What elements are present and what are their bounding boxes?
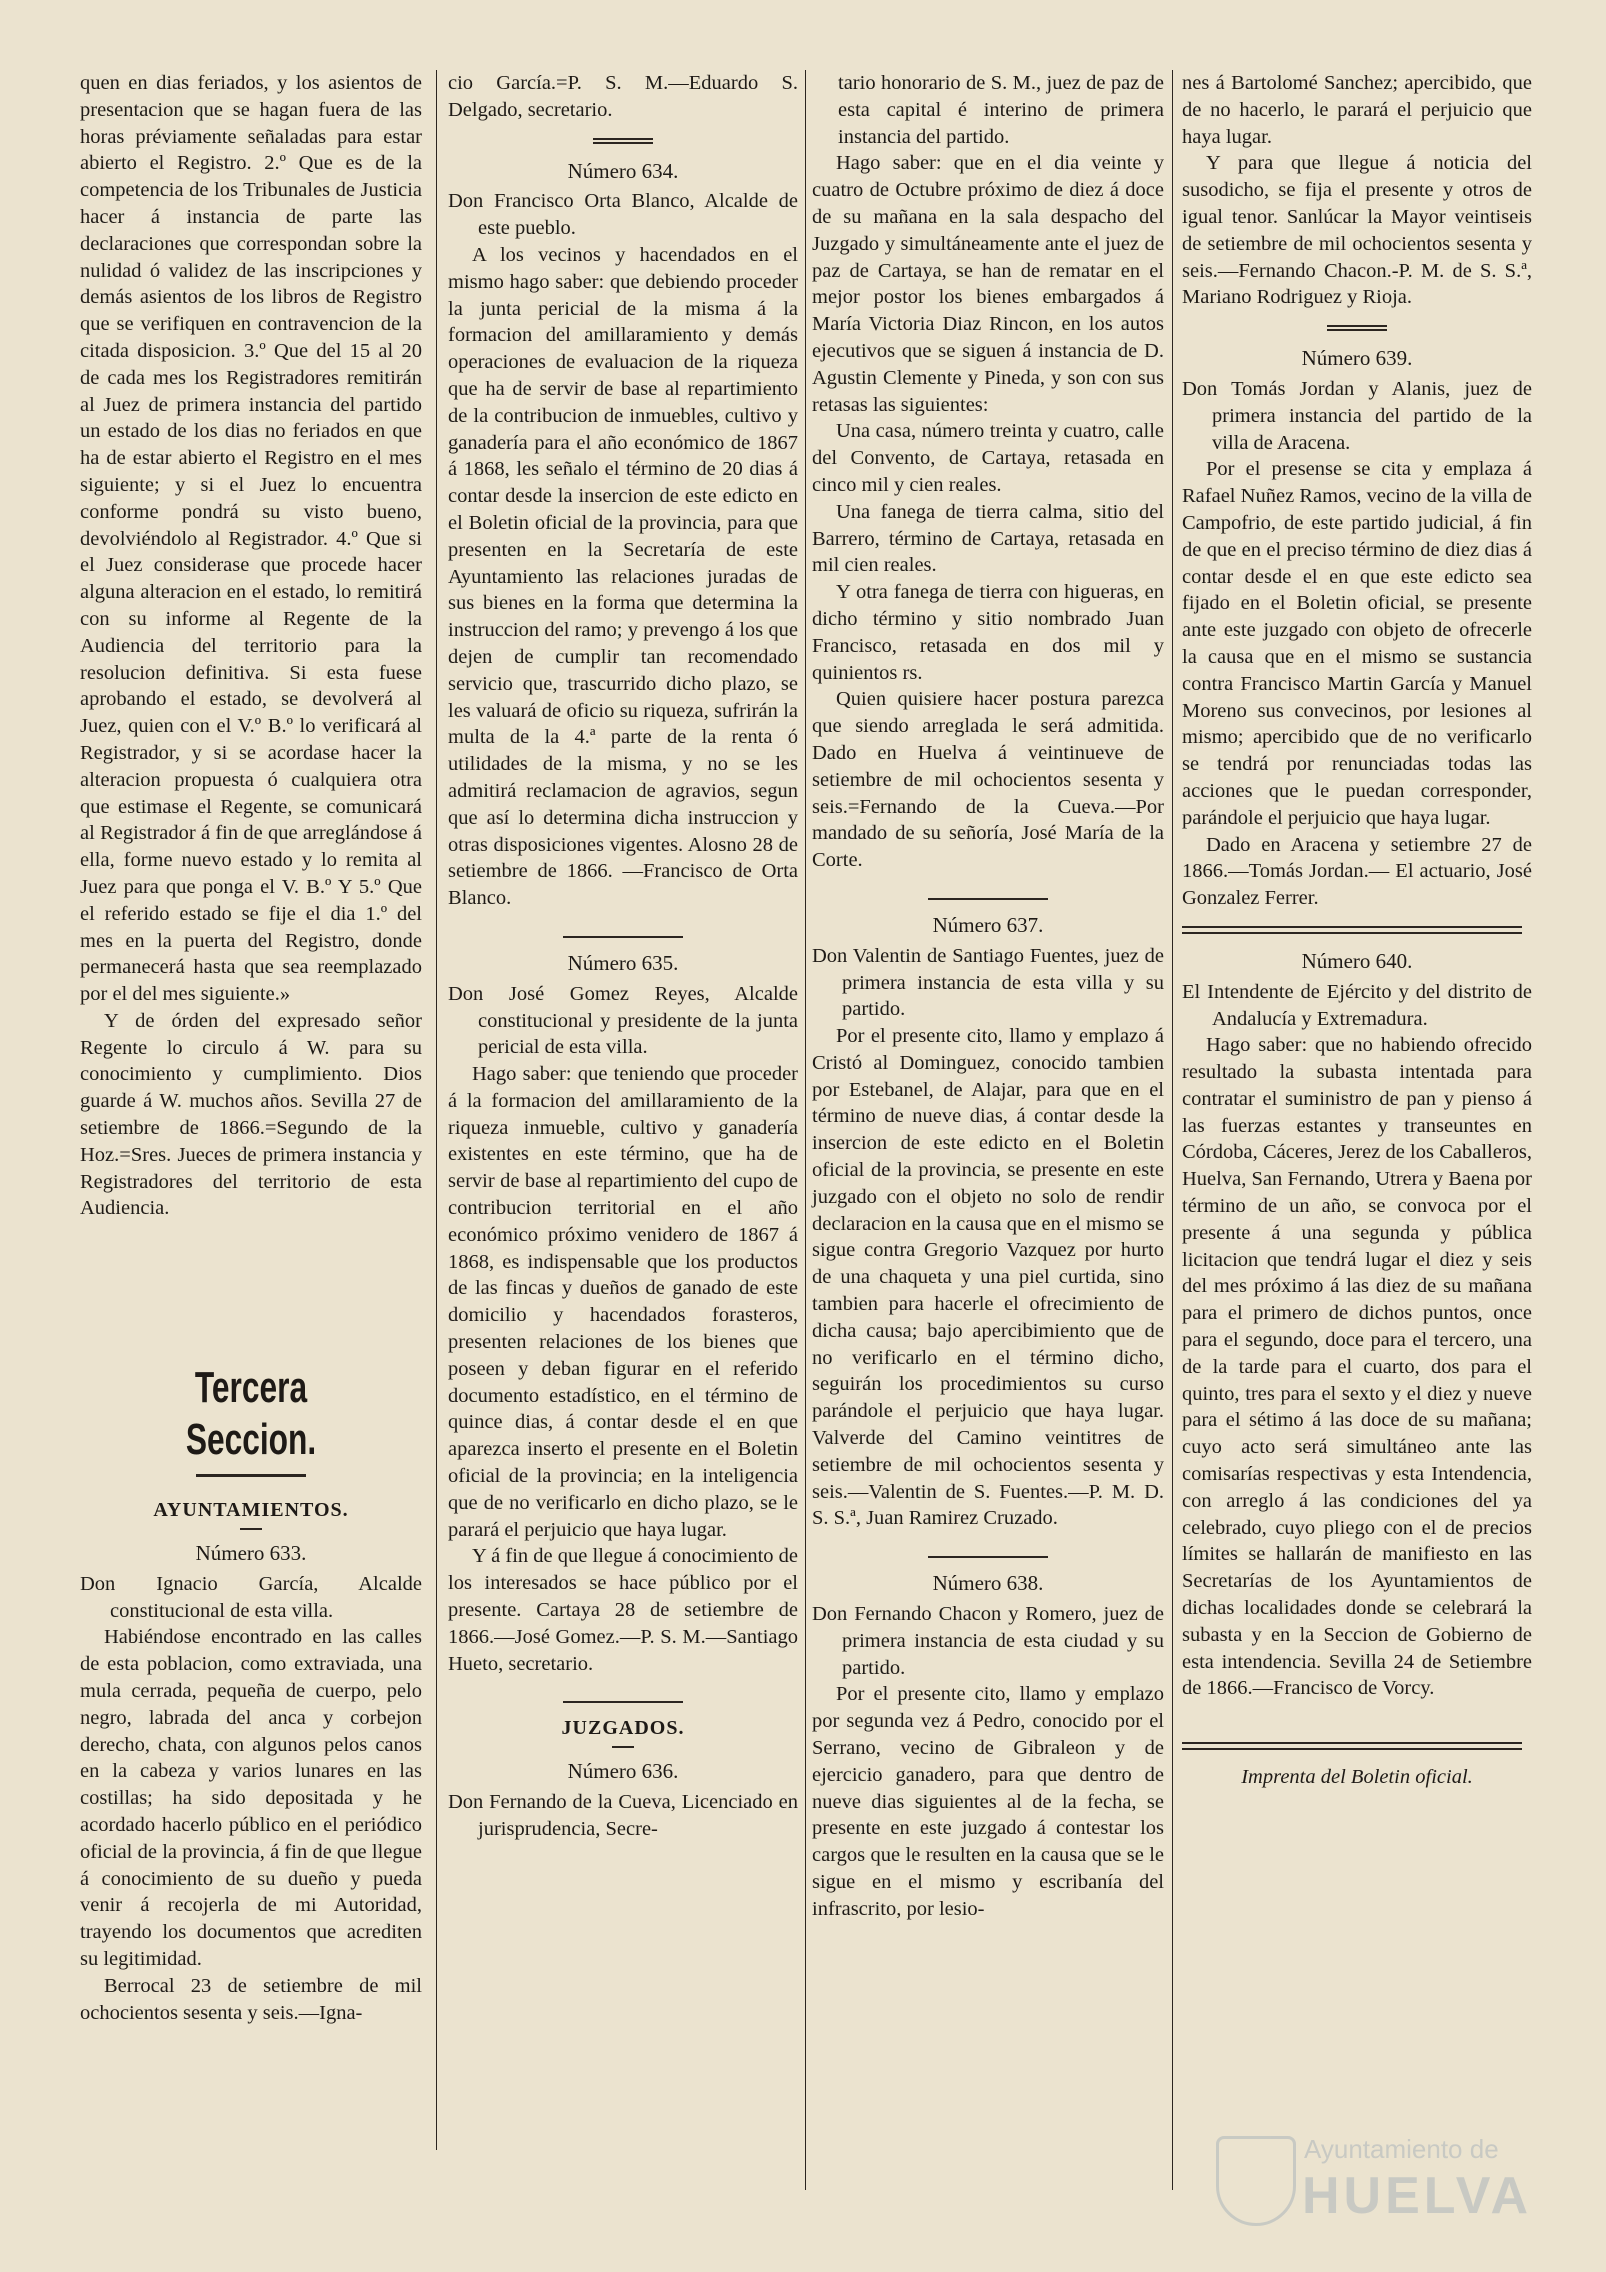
notice-number: Número 635. <box>567 950 679 975</box>
column-rule <box>436 70 437 2150</box>
notice-body: Habiéndose encontrado en las calles de esta poblacion, como extraviada, una mula cerrada, pequeña de cuerpo, pelo negro, labrada del anca y corbejon derecho, chata, con algunos pelos canos en la cabeza y varios lunares en las costillas; ha sido depositada y he acordado hacerlo público en el periódico oficial de la provincia, á fin de que llegue á conocimiento de su dueño y pueda venir á recojerla de mi Autoridad, trayendo los documentos que acrediten su legitimidad. <box>80 1626 422 1971</box>
paragraph: quen en dias feriados, y los asientos de presentacion que se hagan fuera de las horas préviamente señaladas para estar abierto el Registro. 2.º Que es de la competencia de los Tribunales de Justicia hacer á instancia de parte las declaraciones que correspondan sobre la nulidad ó validez de las inscripciones y demás asientos de los libros de Registro que se verifiquen en contravencion de la citada disposicion. 3.º Que del 15 al 20 de cada mes los Registradores remitirán al Juez de primera instancia del partido un estado de los dias no feriados en que ha de estar abierto el Registro en el mes siguiente; y si el Juez lo encuentra conforme pondrá su visto bueno, devolviéndolo al Registrador. 4.º Que si el Juez considerase que procede hacer alguna alteracion en el estado, lo remitirá con su informe al Regente de la Audiencia del territorio para la resolucion definitiva. Si esta fuese aprobando el estado, se devolverá al Juez, quien con el V.º B.º lo verificará al Registrador, y si se acordase hacer la alteracion propuesta ó cualquiera otra que estimase el Regente, se comunicará al Registrador á fin de que arreglándose á ella, forme nuevo estado y lo remita al Juez para que ponga el V. B.º Y 5.º Que el referido estado se fije el dia 1.º del mes en la puerta del Registro, donde permanecerá hasta que sea reemplazado por el del mes siguiente.» <box>80 72 422 1006</box>
notice-header: Don Fernando Chacon y Romero, juez de primera instancia de esta ciudad y su partido. <box>812 1603 1164 1679</box>
notice-number: Número 634. <box>567 158 679 183</box>
divider <box>593 138 653 144</box>
notice-number: Número 636. <box>567 1759 679 1784</box>
paragraph: Hago saber: que en el dia veinte y cuatro de Octubre próximo de diez á doce de su mañana en la sala despacho del Juzgado y simultáneamente ante el juez de paz de Cartaya, se han de rematar en el mejor postor los bienes embargados á María Victoria Diaz Rincon, en los autos ejecutivos que se siguen á instancia de D. Agustin Clemente y Pineda, y son con sus retasas las siguientes: <box>812 152 1164 416</box>
divider <box>928 898 1048 900</box>
notice-header: Don Tomás Jordan y Alanis, juez de primera instancia del partido de la villa de Aracena. <box>1182 377 1532 454</box>
paragraph: Y otra fanega de tierra con higueras, en dicho término y sitio nombrado Juan Francisco, retasada en dos mil y quinientos rs. <box>812 581 1164 684</box>
paragraph: nes á Bartolomé Sanchez; apercibido, que de no hacerlo, le parará el perjuicio que haya lugar. <box>1182 72 1532 148</box>
section-heading: AYUNTAMIENTOS. <box>153 1499 349 1522</box>
shield-icon <box>1216 2136 1296 2226</box>
column-4 <box>1182 70 1532 2232</box>
divider <box>928 1556 1048 1558</box>
watermark-line: HUELVA <box>1302 2167 1533 2225</box>
notice-closing: Dado en Aracena y setiembre 27 de 1866.—Tomás Jordan.— El actuario, José Gonzalez Ferrer. <box>1182 833 1532 910</box>
paragraph: Y de órden del expresado señor Regente lo circulo á W. para su conocimiento y cumplimiento. Dios guarde á W. muchos años. Sevilla 27 de setiembre de 1866.=Segundo de la Hoz.=Sres. Jueces de primera instancia y Registradores del territorio de esta Audiencia. <box>80 1009 422 1220</box>
notice-header: Don Francisco Orta Blanco, Alcalde de este pueblo. <box>448 190 798 240</box>
printer-imprint: Imprenta del Boletin oficial. <box>1241 1766 1473 1789</box>
notice-body: Por el presente cito, llamo y emplazo por segunda vez á Pedro, conocido por el Serrano, vecino de Gibraleon y de ejercicio ganadero, para que dentro de nueve dias siguientes al de la fecha, se presente en este juzgado á contestar los cargos que le resulten en la causa que se le sigue en el mismo y escribanía del infrascrito, por lesio- <box>812 1683 1164 1920</box>
notice-header: Don Ignacio García, Alcalde constitucional de esta villa. <box>80 1572 422 1622</box>
notice-body: Hago saber: que teniendo que proceder á la formacion del amillaramiento de la riqueza inmueble, cultivo y ganadería existentes en este término, que ha de servir de base al repartimiento del cupo de contribucion territorial en el año económico próximo venidero de 1867 á 1868, es indispensable que los productos de las fincas y dueños de ganado de este domicilio y hacendados forasteros, presenten relaciones de los bienes que poseen y deban figurar en el referido documento estadístico, en el término de quince dias, á contar desde el en que aparezca inserto el presente en el Boletin oficial de la provincia; en la inteligencia que de no verificarlo en dicho plazo, se le parará el perjuicio que haya lugar. <box>448 1063 798 1541</box>
paragraph: Y para que llegue á noticia del susodicho, se fija el presente y otros de igual tenor. Sanlúcar la Mayor veintiseis de setiembre de mil ochocientos sesenta y seis.—Fernando Chacon.-P. M. de S. S.ª, Mariano Rodriguez y Rioja. <box>1182 152 1532 309</box>
divider <box>612 1746 634 1748</box>
watermark-logo <box>1216 2126 1533 2236</box>
notice-number: Número 638. <box>932 1571 1044 1596</box>
paragraph: cio García.=P. S. M.—Eduardo S. Delgado, secretario. <box>448 72 798 121</box>
notice-number: Número 633. <box>195 1541 307 1566</box>
divider <box>1182 1742 1522 1750</box>
notice-closing: Berrocal 23 de setiembre de mil ochocientos sesenta y seis.—Igna- <box>80 1974 422 2024</box>
divider <box>1327 325 1387 331</box>
column-1 <box>80 70 422 2232</box>
notice-body: Por el presente cito, llamo y emplazo á Cristó al Dominguez, conocido tambien por Estebanel, de Alajar, para que en el término de nueve dias, á contar desde la insercion de este edicto en el Boletin oficial de la provincia, se presente en este juzgado con el objeto no solo de rendir declaracion en la causa que en el mismo se sigue contra Gregorio Vazquez por hurto de una chaqueta y una piel curtida, sino tambien para hacerle el ofrecimiento de dicha causa; bajo apercibimiento que de no verificarlo en el término dicho, seguirán los procedimientos su curso parándole el perjuicio que haya lugar. Valverde del Camino veintitres de setiembre de mil ochocientos sesenta y seis.—Valentin de S. Fuentes.—P. M. D. S. S.ª, Juan Ramirez Cruzado. <box>812 1025 1164 1530</box>
watermark-line: Ayuntamiento de <box>1304 2134 1499 2164</box>
paragraph: tario honorario de S. M., juez de paz de esta capital é interino de primera instancia del partido. <box>838 72 1164 148</box>
notice-closing: Y á fin de que llegue á conocimiento de los interesados se hace público por el presente. Cartaya 28 de setiembre de 1866.—José Gomez.—P. S. M.—Santiago Hueto, secretario. <box>448 1545 798 1675</box>
notice-header: Don José Gomez Reyes, Alcalde constitucional y presidente de la junta pericial de esta villa. <box>448 982 798 1059</box>
divider <box>240 1528 262 1530</box>
notice-header: Don Valentin de Santiago Fuentes, juez de primera instancia de esta villa y su partido. <box>812 944 1164 1021</box>
divider <box>563 936 683 938</box>
notice-body: Por el presense se cita y emplaza á Rafael Nuñez Ramos, vecino de la villa de Campofrio, de este partido judicial, á fin de que en el preciso término de diez dias á contar desde el en que este edicto sea fijado en el Boletin oficial, se presente ante este juzgado con objeto de ofrecerle la causa que en el mismo se sustancia contra Francisco Martin García y Manuel Moreno sus convecinos, por lesiones al mismo; apercibido que de no verificarlo se tendrá por renunciadas todas las acciones que le puedan corresponder, parándole el perjuicio que haya lugar. <box>1182 458 1532 829</box>
paragraph: Una fanega de tierra calma, sitio del Barrero, término de Cartaya, retasada en mil cien reales. <box>812 500 1164 577</box>
column-rule <box>1172 70 1173 2190</box>
notice-header: Don Fernando de la Cueva, Licenciado en jurisprudencia, Secre- <box>448 1791 798 1840</box>
divider <box>196 1474 306 1481</box>
notice-body: Hago saber: que no habiendo ofrecido resultado la subasta intentada para contratar el suministro de pan y pienso á las fuerzas estantes y transeuntes en Córdoba, Cáceres, Jerez de los Caballeros, Huelva, San Fernando, Utrera y Baena por término de un año, se convoca por el presente á una segunda y pública licitacion que tendrá lugar el diez y seis del mes próximo á las diez de su mañana para el primero de dichos puntos, once para el segundo, doce para el tercero, una de la tarde para el cuarto, dos para el quinto, tres para el sexto y el diez y nueve para el sétimo á las doce de su mañana; cuyo acto será simultáneo ante las comisarías respectivas y esta Intendencia, con arreglo á las condiciones del ya celebrado, cuyo pliego con el de precios límites se hallarán de manifiesto en las Secretarías de los Ayuntamientos de dichas localidades donde se celebrará la subasta y en la Seccion de Gobierno de esta intendencia. Sevilla 24 de Setiembre de 1866.—Francisco de Vorcy. <box>1182 1034 1532 1700</box>
section-title: Tercera Seccion. <box>185 1363 317 1465</box>
column-rule <box>805 70 806 2190</box>
column-2 <box>448 70 798 2232</box>
notice-number: Número 639. <box>1301 346 1413 371</box>
column-3 <box>812 70 1164 2232</box>
notice-header: El Intendente de Ejército y del distrito de Andalucía y Extremadura. <box>1182 980 1532 1030</box>
notice-number: Número 640. <box>1301 948 1413 973</box>
paragraph: Quien quisiere hacer postura parezca que siendo arreglada le será admitida. Dado en Huelva á veintinueve de setiembre de mil ochocientos sesenta y seis.=Fernando de la Cueva.—Por mandado de su señoría, José María de la Corte. <box>812 688 1164 872</box>
divider <box>1182 926 1522 934</box>
divider <box>563 1701 683 1703</box>
section-heading: JUZGADOS. <box>561 1717 685 1740</box>
notice-body: A los vecinos y hacendados en el mismo hago saber: que debiendo proceder la junta pericial de la misma á la formacion del amillaramiento y demás operaciones de evaluacion de la riqueza que ha de servir de base al repartimiento de la contribucion de inmuebles, cultivo y ganadería para el año económico de 1867 á 1868, les señalo el término de 20 dias á contar desde la insercion de este edicto en el Boletin oficial de la provincia, para que presenten en la Secretaría de este Ayuntamiento las relaciones juradas de sus bienes en la forma que determina la instruccion del ramo; y prevengo á los que dejen de cumplir tan recomendado servicio que, trascurrido dicho plazo, se les valuará de oficio su riqueza, sufrirán la multa de la 4.ª parte de la renta ó utilidades de la misma, y no se les admitirá reclamacion de agravios, segun que así lo determina dicha instruccion y otras disposiciones vigentes. Alosno 28 de setiembre de 1866. —Francisco de Orta Blanco. <box>448 243 798 910</box>
paragraph: Una casa, número treinta y cuatro, calle del Convento, de Cartaya, retasada en cinco mil y cien reales. <box>812 420 1164 496</box>
notice-number: Número 637. <box>932 912 1044 937</box>
